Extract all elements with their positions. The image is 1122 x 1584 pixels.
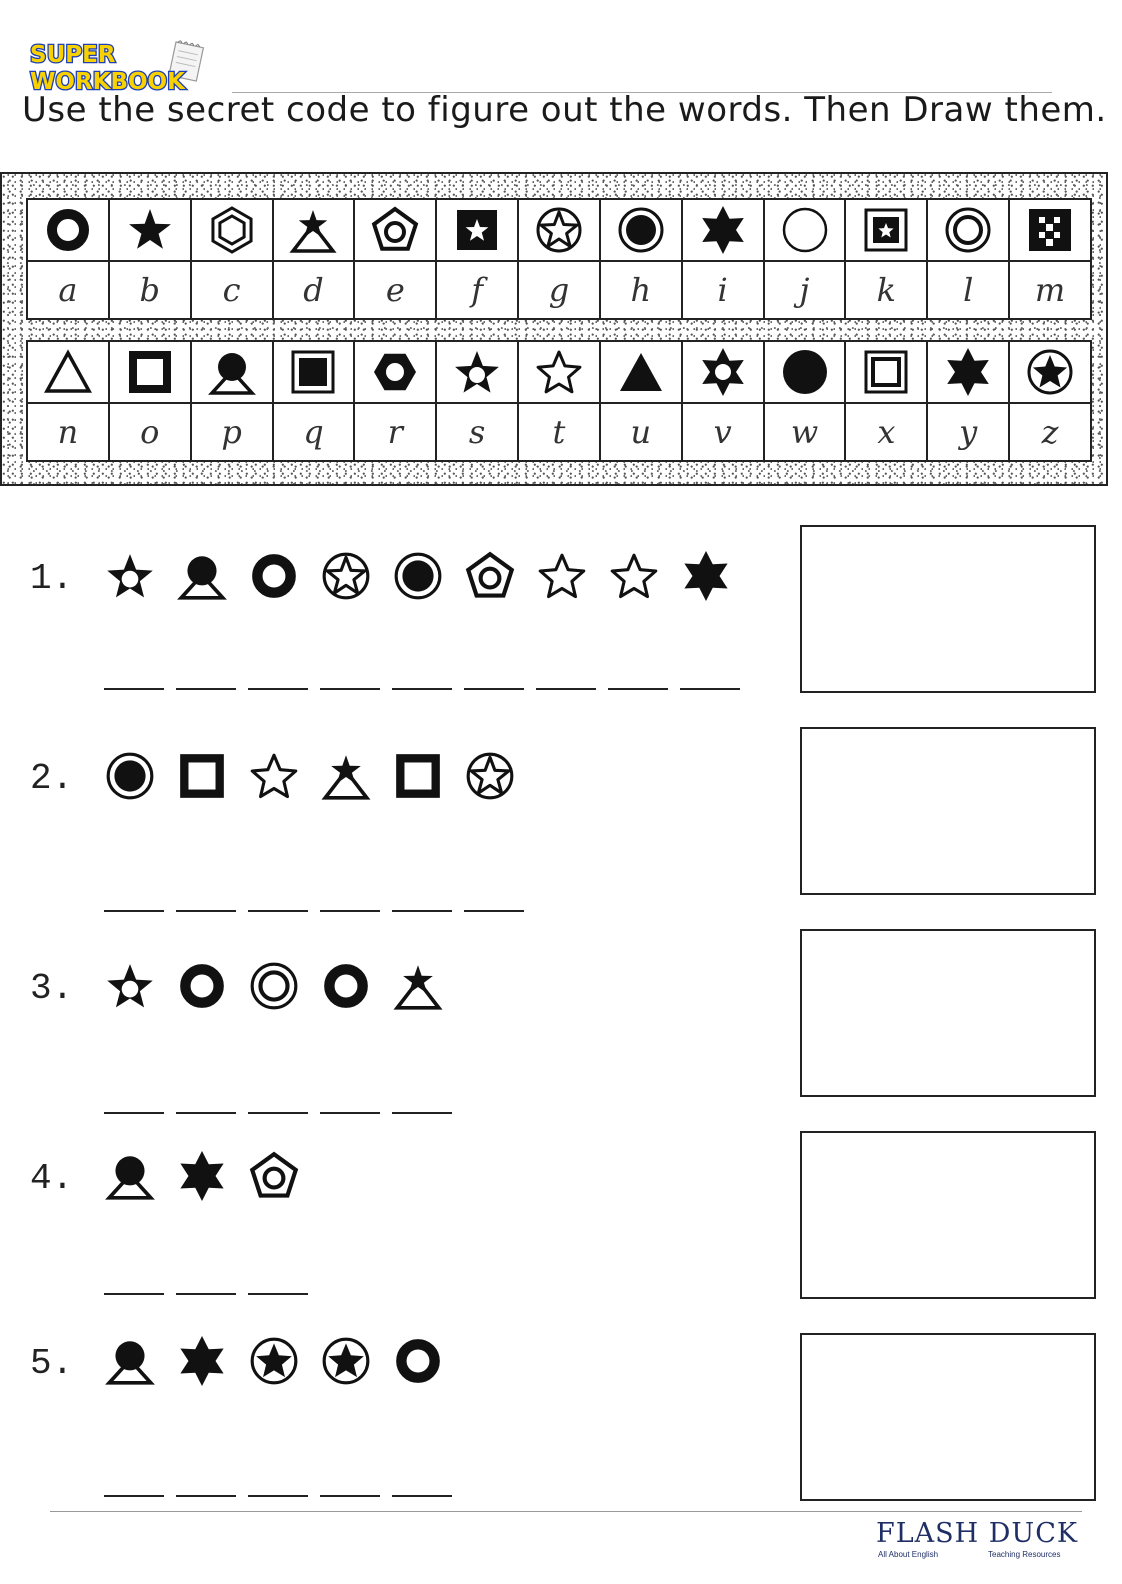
code-symbol-cell bbox=[764, 341, 846, 403]
code-symbol-cell bbox=[191, 199, 273, 261]
thick-ring-icon bbox=[320, 960, 372, 1012]
square-outline-icon bbox=[125, 347, 175, 397]
square-outline-icon bbox=[176, 750, 228, 802]
code-symbol-cell bbox=[1009, 341, 1091, 403]
instructions-text: Use the secret code to figure out the words. Then Draw them. bbox=[22, 90, 1107, 130]
solid-circle-icon bbox=[780, 347, 830, 397]
code-symbol-cell bbox=[109, 199, 191, 261]
question-number: 4. bbox=[30, 1158, 74, 1199]
hexagon-outline-icon bbox=[207, 205, 257, 255]
drawing-box[interactable] bbox=[800, 929, 1096, 1097]
code-letter-cell: e bbox=[354, 261, 436, 319]
solid-star-of-david-icon bbox=[176, 1150, 228, 1202]
star-of-david-icon bbox=[943, 347, 993, 397]
code-symbol-cell bbox=[845, 341, 927, 403]
code-letter-cell: p bbox=[191, 403, 273, 461]
star-in-circle-icon bbox=[464, 750, 516, 802]
double-ring-icon bbox=[943, 205, 993, 255]
question-number: 5. bbox=[30, 1343, 74, 1384]
solid-triangle-icon bbox=[616, 347, 666, 397]
letter-blank[interactable] bbox=[176, 1293, 236, 1295]
code-letter-cell: u bbox=[600, 403, 682, 461]
code-symbol-cell bbox=[273, 341, 355, 403]
double-square-icon bbox=[861, 347, 911, 397]
letter-blank[interactable] bbox=[176, 1112, 236, 1114]
thick-hexagon-icon bbox=[370, 347, 420, 397]
star-over-triangle-icon bbox=[320, 750, 372, 802]
circle-on-triangle-icon bbox=[104, 1150, 156, 1202]
circle-on-triangle-icon bbox=[207, 347, 257, 397]
solid-star-in-circle-icon bbox=[1025, 347, 1075, 397]
letter-blank[interactable] bbox=[680, 688, 740, 690]
code-letter-cell: o bbox=[109, 403, 191, 461]
letter-blank[interactable] bbox=[392, 1112, 452, 1114]
grid-square-icon bbox=[1025, 205, 1075, 255]
letter-blank[interactable] bbox=[536, 688, 596, 690]
drawing-box[interactable] bbox=[800, 1333, 1096, 1501]
thin-circle-icon bbox=[780, 205, 830, 255]
code-symbol-cell bbox=[682, 199, 764, 261]
star-outline-icon bbox=[534, 347, 584, 397]
letter-blank[interactable] bbox=[104, 1112, 164, 1114]
logo-workbook-text: WORKBOOK bbox=[30, 69, 185, 95]
brand-tagline-left: All About English bbox=[878, 1550, 939, 1559]
code-symbol-cell bbox=[109, 341, 191, 403]
code-symbol-cell bbox=[927, 341, 1009, 403]
letter-blank[interactable] bbox=[176, 1495, 236, 1497]
double-ring-icon bbox=[248, 960, 300, 1012]
code-letter-cell: x bbox=[845, 403, 927, 461]
answer-blanks[interactable] bbox=[104, 688, 740, 690]
thick-ring-icon bbox=[248, 550, 300, 602]
code-symbol-cell bbox=[191, 341, 273, 403]
code-letter-cell: c bbox=[191, 261, 273, 319]
code-letter-cell: a bbox=[27, 261, 109, 319]
code-letter-cell: n bbox=[27, 403, 109, 461]
answer-blanks[interactable] bbox=[104, 1495, 452, 1497]
letter-blank[interactable] bbox=[248, 1495, 308, 1497]
letter-blank[interactable] bbox=[320, 910, 380, 912]
code-symbol-cell bbox=[1009, 199, 1091, 261]
star-over-triangle-icon bbox=[288, 205, 338, 255]
code-letter-cell: v bbox=[682, 403, 764, 461]
code-letter-cell: g bbox=[518, 261, 600, 319]
code-symbol-cell bbox=[518, 199, 600, 261]
dot-in-ring-icon bbox=[616, 205, 666, 255]
coded-word bbox=[104, 750, 516, 802]
code-letter-cell: y bbox=[927, 403, 1009, 461]
solid-star-icon bbox=[125, 205, 175, 255]
question-number: 3. bbox=[30, 968, 74, 1009]
circle-on-triangle-icon bbox=[176, 550, 228, 602]
code-symbol-cell bbox=[600, 199, 682, 261]
code-letter-cell: q bbox=[273, 403, 355, 461]
letter-blank[interactable] bbox=[248, 688, 308, 690]
letter-blank[interactable] bbox=[320, 1495, 380, 1497]
solid-star-in-circle-icon bbox=[248, 1335, 300, 1387]
code-symbol-cell bbox=[27, 199, 109, 261]
dot-in-ring-icon bbox=[104, 750, 156, 802]
pentagon-ring-icon bbox=[248, 1150, 300, 1202]
secret-code-panel bbox=[0, 172, 1108, 486]
star-outline-icon bbox=[248, 750, 300, 802]
coded-word bbox=[104, 960, 444, 1012]
code-key-row-n-z bbox=[26, 340, 1092, 462]
code-symbol-cell bbox=[600, 341, 682, 403]
letter-blank[interactable] bbox=[392, 688, 452, 690]
pentagon-ring-icon bbox=[370, 205, 420, 255]
code-letter-cell: l bbox=[927, 261, 1009, 319]
letter-blank[interactable] bbox=[392, 1495, 452, 1497]
code-symbol-cell bbox=[436, 341, 518, 403]
star-in-circle-icon bbox=[534, 205, 584, 255]
thick-ring-icon bbox=[392, 1335, 444, 1387]
letter-blank[interactable] bbox=[104, 910, 164, 912]
code-symbol-cell bbox=[436, 199, 518, 261]
brand-name: FLASH DUCK bbox=[876, 1518, 1079, 1549]
star-outline-icon bbox=[608, 550, 660, 602]
letter-blank[interactable] bbox=[464, 910, 524, 912]
code-symbol-cell bbox=[764, 199, 846, 261]
code-symbol-cell bbox=[518, 341, 600, 403]
small-star-in-square-icon bbox=[861, 205, 911, 255]
question-number: 2. bbox=[30, 758, 74, 799]
code-letter-cell: b bbox=[109, 261, 191, 319]
brand-tagline-right: Teaching Resources bbox=[988, 1550, 1061, 1559]
solid-star-in-circle-icon bbox=[320, 1335, 372, 1387]
thick-ring-icon bbox=[176, 960, 228, 1012]
letter-blank[interactable] bbox=[464, 688, 524, 690]
code-symbol-cell bbox=[354, 341, 436, 403]
drawing-box[interactable] bbox=[800, 727, 1096, 895]
code-letter-cell: w bbox=[764, 403, 846, 461]
answer-blanks[interactable] bbox=[104, 1293, 308, 1295]
solid-star-of-david-icon bbox=[680, 550, 732, 602]
code-letter-cell: r bbox=[354, 403, 436, 461]
star-with-dot-icon bbox=[104, 960, 156, 1012]
star-in-square-icon bbox=[452, 205, 502, 255]
footer-rule bbox=[50, 1511, 1082, 1512]
letter-blank[interactable] bbox=[104, 1293, 164, 1295]
code-symbol-cell bbox=[927, 199, 1009, 261]
code-symbol-cell bbox=[27, 341, 109, 403]
letter-blank[interactable] bbox=[176, 910, 236, 912]
letter-blank[interactable] bbox=[248, 910, 308, 912]
letter-blank[interactable] bbox=[608, 688, 668, 690]
star-of-david-with-dot-icon bbox=[698, 347, 748, 397]
star-in-circle-icon bbox=[320, 550, 372, 602]
code-letter-cell: k bbox=[845, 261, 927, 319]
letter-blank[interactable] bbox=[392, 910, 452, 912]
code-letter-cell: z bbox=[1009, 403, 1091, 461]
code-letter-cell: s bbox=[436, 403, 518, 461]
logo-super-text: SUPER bbox=[30, 42, 116, 68]
code-letter-cell: h bbox=[600, 261, 682, 319]
code-letter-cell: m bbox=[1009, 261, 1091, 319]
answer-blanks[interactable] bbox=[104, 910, 524, 912]
letter-blank[interactable] bbox=[248, 1112, 308, 1114]
code-key-row-a-m bbox=[26, 198, 1092, 320]
letter-blank[interactable] bbox=[320, 1112, 380, 1114]
square-outline-icon bbox=[392, 750, 444, 802]
letter-blank[interactable] bbox=[104, 688, 164, 690]
code-symbol-cell bbox=[845, 199, 927, 261]
code-letter-cell: t bbox=[518, 403, 600, 461]
code-symbol-cell bbox=[273, 199, 355, 261]
star-outline-icon bbox=[536, 550, 588, 602]
letter-blank[interactable] bbox=[320, 688, 380, 690]
solid-star-of-david-icon bbox=[176, 1335, 228, 1387]
code-letter-cell: f bbox=[436, 261, 518, 319]
letter-blank[interactable] bbox=[104, 1495, 164, 1497]
letter-blank[interactable] bbox=[248, 1293, 308, 1295]
letter-blank[interactable] bbox=[176, 688, 236, 690]
drawing-box[interactable] bbox=[800, 525, 1096, 693]
code-letter-cell: d bbox=[273, 261, 355, 319]
star-with-dot-icon bbox=[104, 550, 156, 602]
code-symbol-cell bbox=[354, 199, 436, 261]
answer-blanks[interactable] bbox=[104, 1112, 452, 1114]
star-with-dot-icon bbox=[452, 347, 502, 397]
dot-in-ring-icon bbox=[392, 550, 444, 602]
flash-duck-brand bbox=[876, 1518, 1079, 1564]
star-over-triangle-icon bbox=[392, 960, 444, 1012]
code-letter-cell: i bbox=[682, 261, 764, 319]
question-number: 1. bbox=[30, 558, 74, 599]
square-in-square-icon bbox=[288, 347, 338, 397]
coded-word bbox=[104, 1150, 300, 1202]
triangle-outline-icon bbox=[43, 347, 93, 397]
coded-word bbox=[104, 550, 732, 602]
pentagon-ring-icon bbox=[464, 550, 516, 602]
drawing-box[interactable] bbox=[800, 1131, 1096, 1299]
thick-ring-icon bbox=[43, 205, 93, 255]
solid-star-of-david-icon bbox=[698, 205, 748, 255]
code-symbol-cell bbox=[682, 341, 764, 403]
code-letter-cell: j bbox=[764, 261, 846, 319]
circle-on-triangle-icon bbox=[104, 1335, 156, 1387]
coded-word bbox=[104, 1335, 444, 1387]
